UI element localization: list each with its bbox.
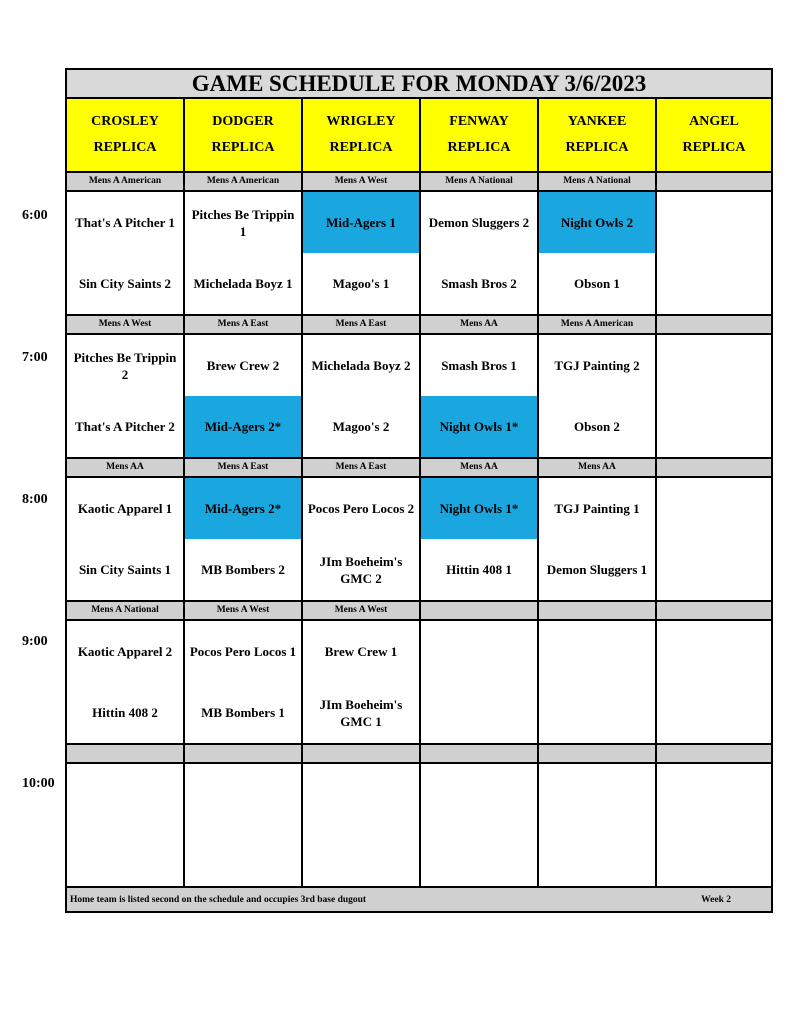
time-column xyxy=(0,0,65,1024)
game-row xyxy=(67,764,771,888)
division-label: Mens A National xyxy=(539,173,657,190)
game-cell xyxy=(539,192,657,314)
game-cell xyxy=(67,621,185,743)
time-label-7: 7:00 xyxy=(22,350,48,365)
game-cell xyxy=(303,621,421,743)
home-team xyxy=(657,253,771,314)
home-team xyxy=(539,682,655,743)
division-label xyxy=(657,602,771,619)
division-label: Mens A West xyxy=(303,173,421,190)
home-team: Obson 1 xyxy=(574,276,620,291)
game-cell xyxy=(421,764,539,886)
away-team: Demon Sluggers 2 xyxy=(428,215,530,230)
time-label-9: 9:00 xyxy=(22,634,48,649)
division-label: Mens AA xyxy=(539,459,657,476)
game-cell xyxy=(185,621,303,743)
division-row xyxy=(67,173,771,192)
division-label xyxy=(303,745,421,762)
away-team: Pocos Pero Locos 2 xyxy=(307,501,415,516)
division-label: Mens A West xyxy=(67,316,185,333)
home-team: Hittin 408 1 xyxy=(446,562,512,577)
home-team: Night Owls 1* xyxy=(421,396,537,457)
game-cell xyxy=(67,478,185,600)
game-cell xyxy=(67,192,185,314)
division-label xyxy=(657,316,771,333)
field-name: DODGER xyxy=(212,114,274,129)
away-team xyxy=(539,621,655,682)
home-team: MB Bombers 1 xyxy=(201,705,285,720)
division-row xyxy=(67,602,771,621)
division-row xyxy=(67,459,771,478)
away-team xyxy=(185,764,301,825)
home-team: JIm Boeheim's GMC 1 xyxy=(319,696,403,729)
away-team: Michelada Boyz 2 xyxy=(311,358,411,373)
division-label xyxy=(657,745,771,762)
division-label: Mens A American xyxy=(67,173,185,190)
home-team xyxy=(657,539,771,600)
game-cell xyxy=(657,335,771,457)
division-label: Mens A East xyxy=(185,316,303,333)
game-cell xyxy=(657,764,771,886)
division-row xyxy=(67,316,771,335)
field-header xyxy=(303,99,421,171)
division-label: Mens AA xyxy=(421,459,539,476)
division-label: Mens A American xyxy=(185,173,303,190)
game-cell xyxy=(185,478,303,600)
page-title: GAME SCHEDULE FOR MONDAY 3/6/2023 xyxy=(67,70,771,99)
division-label xyxy=(421,745,539,762)
game-cell xyxy=(67,335,185,457)
game-row xyxy=(67,478,771,602)
game-row xyxy=(67,192,771,316)
away-team xyxy=(303,764,419,825)
footer-bar xyxy=(67,888,771,911)
game-cell xyxy=(303,335,421,457)
field-header xyxy=(657,99,771,171)
away-team xyxy=(657,192,771,253)
division-label: Mens A East xyxy=(185,459,303,476)
home-team: JIm Boeheim's GMC 2 xyxy=(319,553,403,586)
division-label xyxy=(539,745,657,762)
division-label xyxy=(657,173,771,190)
home-team: That's A Pitcher 2 xyxy=(75,419,175,434)
home-team xyxy=(657,396,771,457)
home-team xyxy=(185,825,301,886)
field-header-row xyxy=(67,99,771,173)
field-header xyxy=(539,99,657,171)
division-label xyxy=(539,602,657,619)
away-team xyxy=(67,764,183,825)
game-cell xyxy=(185,764,303,886)
away-team xyxy=(657,478,771,539)
game-row xyxy=(67,335,771,459)
away-team: Brew Crew 1 xyxy=(324,644,398,659)
game-cell xyxy=(657,621,771,743)
away-team: Kaotic Apparel 2 xyxy=(77,644,173,659)
away-team: Night Owls 2 xyxy=(539,192,655,253)
home-team: Michelada Boyz 1 xyxy=(193,276,293,291)
division-row xyxy=(67,745,771,764)
away-team: Mid-Agers 2* xyxy=(185,478,301,539)
field-name: WRIGLEY xyxy=(326,114,396,129)
time-label-8: 8:00 xyxy=(22,492,48,507)
home-team xyxy=(67,825,183,886)
game-cell xyxy=(185,192,303,314)
away-team: Brew Crew 2 xyxy=(206,358,280,373)
division-label xyxy=(185,745,303,762)
division-label: Mens A National xyxy=(67,602,185,619)
field-header xyxy=(67,99,185,171)
game-cell xyxy=(303,764,421,886)
away-team xyxy=(657,335,771,396)
away-team xyxy=(421,621,537,682)
game-cell xyxy=(185,335,303,457)
field-sub: REPLICA xyxy=(682,140,746,155)
home-team: Sin City Saints 1 xyxy=(78,562,172,577)
game-row xyxy=(67,621,771,745)
away-team: Mid-Agers 1 xyxy=(303,192,419,253)
field-sub: REPLICA xyxy=(447,140,511,155)
footer-note: Home team is listed second on the schedule and occupies 3rd base dugout xyxy=(70,894,367,905)
game-cell xyxy=(421,192,539,314)
away-team: Night Owls 1* xyxy=(421,478,537,539)
field-sub: REPLICA xyxy=(565,140,629,155)
home-team: Smash Bros 2 xyxy=(441,276,517,291)
division-label: Mens A East xyxy=(303,459,421,476)
division-label: Mens A West xyxy=(303,602,421,619)
schedule-sheet xyxy=(65,68,773,913)
game-cell xyxy=(421,621,539,743)
field-name: ANGEL xyxy=(689,114,739,129)
game-cell xyxy=(539,764,657,886)
away-team: Smash Bros 1 xyxy=(441,358,517,373)
division-label xyxy=(67,745,185,762)
time-label-6: 6:00 xyxy=(22,208,48,223)
field-name: CROSLEY xyxy=(91,114,159,129)
game-cell xyxy=(539,478,657,600)
division-label: Mens AA xyxy=(421,316,539,333)
field-header xyxy=(421,99,539,171)
home-team: Sin City Saints 2 xyxy=(78,276,172,291)
home-team: Magoo's 1 xyxy=(332,276,390,291)
game-cell xyxy=(303,192,421,314)
time-slots xyxy=(67,173,771,888)
home-team: Obson 2 xyxy=(574,419,620,434)
away-team: That's A Pitcher 1 xyxy=(75,215,175,230)
home-team xyxy=(657,682,771,743)
away-team: TGJ Painting 1 xyxy=(554,501,640,516)
home-team xyxy=(657,825,771,886)
game-cell xyxy=(67,764,185,886)
away-team xyxy=(539,764,655,825)
field-sub: REPLICA xyxy=(329,140,393,155)
away-team: Pocos Pero Locos 1 xyxy=(189,644,297,659)
game-cell xyxy=(657,478,771,600)
game-cell xyxy=(303,478,421,600)
game-cell xyxy=(421,335,539,457)
away-team: TGJ Painting 2 xyxy=(554,358,640,373)
field-name: FENWAY xyxy=(449,114,509,129)
home-team: Hittin 408 2 xyxy=(92,705,158,720)
home-team xyxy=(539,825,655,886)
division-label: Mens A East xyxy=(303,316,421,333)
week-label: Week 2 xyxy=(701,894,731,905)
division-label xyxy=(657,459,771,476)
division-label: Mens A American xyxy=(539,316,657,333)
game-cell xyxy=(421,478,539,600)
away-team xyxy=(657,764,771,825)
home-team: Demon Sluggers 1 xyxy=(546,562,648,577)
game-cell xyxy=(539,335,657,457)
home-team: MB Bombers 2 xyxy=(201,562,285,577)
game-cell xyxy=(657,192,771,314)
home-team: Magoo's 2 xyxy=(332,419,390,434)
division-label: Mens A National xyxy=(421,173,539,190)
away-team: Kaotic Apparel 1 xyxy=(77,501,173,516)
field-sub: REPLICA xyxy=(93,140,157,155)
field-name: YANKEE xyxy=(567,114,627,129)
division-label: Mens AA xyxy=(67,459,185,476)
time-label-10: 10:00 xyxy=(22,776,55,791)
home-team xyxy=(303,825,419,886)
away-team xyxy=(421,764,537,825)
division-label: Mens A West xyxy=(185,602,303,619)
field-header xyxy=(185,99,303,171)
away-team: Pitches Be Trippin 2 xyxy=(73,349,177,382)
division-label xyxy=(421,602,539,619)
game-cell xyxy=(539,621,657,743)
away-team: Pitches Be Trippin 1 xyxy=(191,206,295,239)
home-team xyxy=(421,825,537,886)
field-sub: REPLICA xyxy=(211,140,275,155)
home-team: Mid-Agers 2* xyxy=(185,396,301,457)
home-team xyxy=(421,682,537,743)
away-team xyxy=(657,621,771,682)
